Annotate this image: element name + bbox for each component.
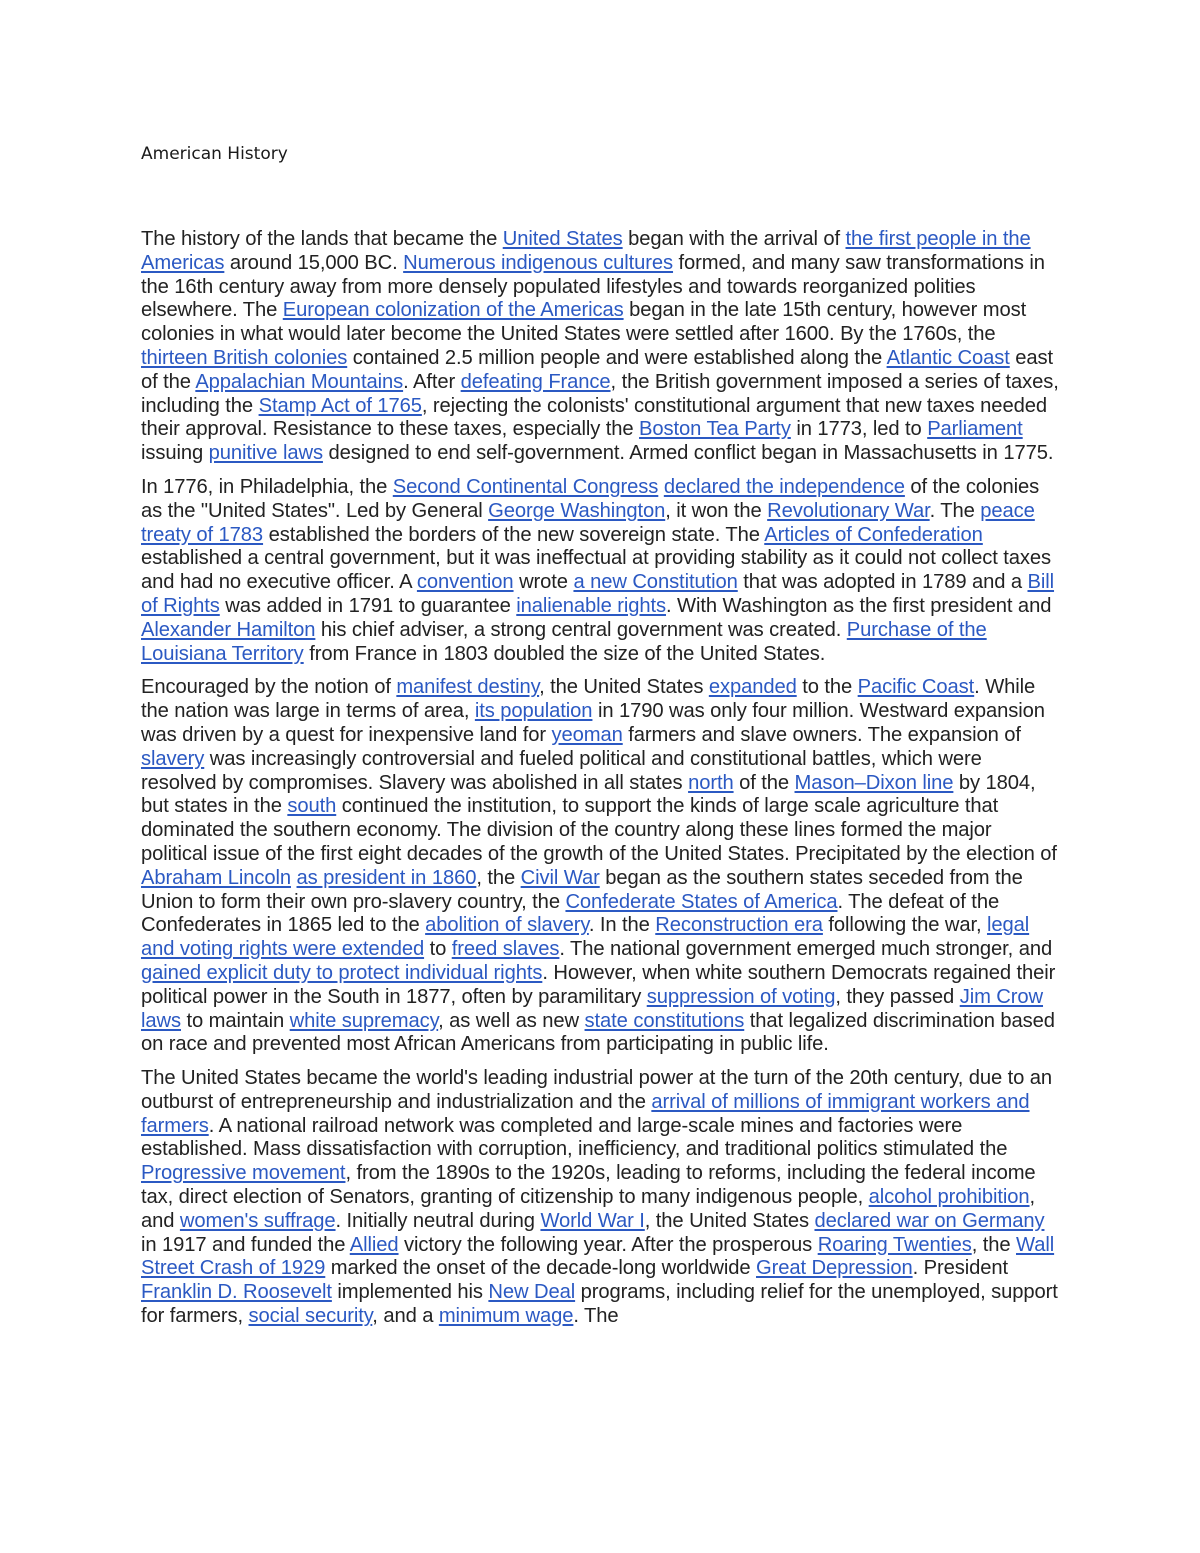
text-run: . A national railroad network was completed and large-scale mines and factories were established. Mass dissatisfaction with corruption, inefficiency, and traditional politics stimulated the bbox=[141, 1114, 1008, 1161]
text-run: that legalized discrimination based on race and prevented most African Americans from participating in public life. bbox=[141, 1009, 1055, 1056]
text-run: from France in 1803 doubled the size of the United States. bbox=[303, 642, 826, 665]
text-run: . With Washington as the first president and bbox=[665, 594, 1052, 617]
hyperlink[interactable]: legal and voting rights were extended bbox=[141, 914, 1030, 961]
text-run: . In the bbox=[588, 914, 656, 937]
text-run: , they passed bbox=[835, 985, 960, 1008]
hyperlink[interactable]: Jim Crow laws bbox=[141, 985, 1044, 1032]
hyperlink[interactable]: Civil War bbox=[520, 866, 600, 889]
text-run: In 1776, in Philadelphia, the bbox=[141, 475, 393, 498]
hyperlink[interactable]: defeating France bbox=[460, 370, 611, 393]
text-run: began with the arrival of bbox=[622, 228, 846, 250]
text-run: in 1917 and funded the bbox=[141, 1233, 350, 1256]
hyperlink[interactable]: Abraham Lincoln bbox=[141, 866, 291, 889]
text-run: of the colonies as the "United States". Led by General bbox=[141, 475, 1040, 522]
hyperlink[interactable]: Great Depression bbox=[756, 1257, 913, 1280]
text-run: established a central government, but it was ineffectual at providing stability as it could not collect taxes and had no executive officer. A bbox=[141, 547, 1052, 594]
text-run: formed, and many saw transformations in the 16th century away from more densely populated lifestyles and towards reorganized polities elsewhere. The bbox=[141, 251, 1045, 322]
hyperlink[interactable]: declared war on Germany bbox=[814, 1209, 1045, 1232]
text-run: around 15,000 BC. bbox=[224, 251, 404, 274]
text-run: by 1804, but states in the bbox=[141, 771, 1036, 818]
text-run: programs, including relief for the unemployed, support for farmers, bbox=[141, 1281, 1058, 1328]
text-run: The United States became the world's leading industrial power at the turn of the 20th century, due to an outburst of entrepreneurship and industrialization and the bbox=[141, 1067, 1053, 1113]
hyperlink[interactable]: declared the independence bbox=[663, 475, 905, 498]
text-run: was added in 1791 to guarantee bbox=[219, 594, 517, 617]
hyperlink[interactable]: inalienable rights bbox=[516, 594, 666, 617]
text-run: to bbox=[424, 938, 452, 961]
hyperlink[interactable]: Wall Street Crash of 1929 bbox=[141, 1233, 1055, 1280]
paragraph bbox=[141, 1067, 1061, 1329]
hyperlink[interactable]: Appalachian Mountains bbox=[195, 370, 404, 393]
hyperlink[interactable]: Alexander Hamilton bbox=[141, 618, 316, 641]
text-run: began as the southern states seceded from the Union to form their own pro-slavery country, the bbox=[141, 866, 1023, 913]
hyperlink[interactable]: Allied bbox=[349, 1233, 399, 1256]
hyperlink[interactable]: freed slaves bbox=[451, 938, 560, 961]
hyperlink[interactable]: social security bbox=[248, 1305, 373, 1328]
hyperlink[interactable]: slavery bbox=[141, 747, 205, 770]
hyperlink[interactable]: punitive laws bbox=[208, 442, 323, 465]
text-run: established the borders of the new sovereign state. The bbox=[263, 523, 765, 546]
hyperlink[interactable]: thirteen British colonies bbox=[141, 346, 348, 369]
hyperlink[interactable]: white supremacy bbox=[289, 1009, 439, 1032]
text-run: farmers and slave owners. The expansion of bbox=[622, 723, 1021, 746]
hyperlink[interactable]: Bill of Rights bbox=[141, 571, 1055, 617]
text-run: marked the onset of the decade-long worldwide bbox=[325, 1257, 756, 1280]
hyperlink[interactable]: its population bbox=[474, 700, 593, 723]
hyperlink[interactable]: Confederate States of America bbox=[565, 890, 838, 913]
hyperlink[interactable]: Franklin D. Roosevelt bbox=[141, 1281, 332, 1304]
text-run: , it won the bbox=[665, 499, 768, 522]
hyperlink[interactable]: alcohol prohibition bbox=[868, 1186, 1030, 1209]
text-run: , rejecting the colonists' constitutional argument that new taxes needed their approval. Resistance to these taxes, especially the bbox=[141, 394, 1047, 441]
hyperlink[interactable]: Purchase of the Louisiana Territory bbox=[141, 618, 987, 665]
hyperlink[interactable]: Mason–Dixon line bbox=[794, 771, 954, 794]
text-run: , the bbox=[971, 1233, 1016, 1256]
text-run: wrote bbox=[513, 571, 574, 594]
hyperlink[interactable]: Pacific Coast bbox=[857, 676, 975, 699]
hyperlink[interactable]: Boston Tea Party bbox=[639, 418, 791, 441]
hyperlink[interactable]: gained explicit duty to protect individual rights bbox=[141, 961, 543, 984]
hyperlink[interactable]: the first people in the Americas bbox=[141, 228, 1031, 274]
hyperlink[interactable]: state constitutions bbox=[584, 1009, 745, 1032]
text-run: , the United States bbox=[539, 676, 709, 699]
hyperlink[interactable]: Revolutionary War bbox=[767, 499, 930, 522]
document-title: American History bbox=[141, 144, 288, 164]
text-run: continued the institution, to support the kinds of large scale agriculture that dominated the southern economy. The division of the country along these lines formed the major political issue of the first eight decades of the growth of the United States. Precipitated by the election of bbox=[141, 795, 1057, 865]
text-run: , from the 1890s to the 1920s, leading to reforms, including the federal income tax, direct election of Senators, granting of citizenship to many indigenous people, bbox=[141, 1162, 1036, 1209]
hyperlink[interactable]: Articles of Confederation bbox=[764, 523, 983, 546]
hyperlink[interactable]: expanded bbox=[708, 676, 797, 699]
text-run: . The defeat of the Confederates in 1865 led to the bbox=[141, 890, 1000, 937]
text-run: following the war, bbox=[822, 914, 987, 937]
hyperlink[interactable]: Stamp Act of 1765 bbox=[258, 394, 422, 417]
hyperlink[interactable]: George Washington bbox=[488, 499, 666, 522]
text-run: . While the nation was large in terms of area, bbox=[141, 676, 1036, 723]
hyperlink[interactable]: Atlantic Coast bbox=[886, 346, 1010, 369]
paragraph bbox=[141, 676, 1061, 1057]
text-run: Encouraged by the notion of bbox=[141, 676, 397, 699]
text-run: . President bbox=[912, 1257, 1009, 1280]
text-run: east of the bbox=[141, 346, 1054, 393]
hyperlink[interactable]: Progressive movement bbox=[141, 1162, 346, 1185]
text-run: in 1790 was only four million. Westward expansion was driven by a quest for inexpensive land for bbox=[141, 700, 1045, 746]
text-run: to the bbox=[796, 676, 858, 699]
text-run: designed to end self-government. Armed conflict began in Massachusetts in 1775. bbox=[322, 442, 1054, 465]
hyperlink[interactable]: south bbox=[287, 795, 337, 818]
text-run: . The national government emerged much stronger, and bbox=[559, 938, 1053, 961]
hyperlink[interactable]: Roaring Twenties bbox=[817, 1233, 972, 1256]
hyperlink[interactable]: World War I bbox=[540, 1209, 645, 1232]
hyperlink[interactable]: north bbox=[688, 771, 734, 794]
text-run: . After bbox=[403, 370, 461, 393]
hyperlink[interactable]: Numerous indigenous cultures bbox=[403, 251, 674, 274]
paragraph bbox=[141, 228, 1061, 466]
hyperlink[interactable]: arrival of millions of immigrant workers and farmers bbox=[141, 1090, 1030, 1137]
hyperlink[interactable]: a new Constitution bbox=[573, 571, 738, 594]
hyperlink[interactable]: as president in 1860 bbox=[296, 866, 477, 889]
text-run: , as well as new bbox=[438, 1009, 585, 1032]
text-run: his chief adviser, a strong central government was created. bbox=[315, 618, 847, 641]
hyperlink[interactable]: Second Continental Congress bbox=[392, 475, 659, 498]
hyperlink[interactable]: convention bbox=[416, 571, 514, 594]
text-run: victory the following year. After the prosperous bbox=[398, 1233, 818, 1256]
hyperlink[interactable]: Reconstruction era bbox=[655, 914, 823, 937]
hyperlink[interactable]: women's suffrage bbox=[179, 1209, 336, 1232]
hyperlink[interactable]: minimum wage bbox=[438, 1305, 574, 1328]
text-run: issuing bbox=[141, 442, 209, 465]
hyperlink[interactable]: Parliament bbox=[927, 418, 1023, 441]
hyperlink[interactable]: European colonization of the Americas bbox=[282, 299, 624, 322]
text-run: , the bbox=[476, 866, 521, 889]
text-run: , the British government imposed a series of taxes, including the bbox=[141, 370, 1059, 417]
paragraph bbox=[141, 476, 1061, 666]
text-run: implemented his bbox=[331, 1281, 489, 1304]
text-run: , and bbox=[141, 1186, 1036, 1232]
text-run: , and a bbox=[372, 1305, 439, 1328]
text-run: in 1773, led to bbox=[790, 418, 928, 441]
text-run: began in the late 15th century, however most colonies in what would later become the United States were settled after 1600. By the 1760s, the bbox=[141, 299, 1027, 346]
hyperlink[interactable]: United States bbox=[502, 228, 623, 250]
text-run: contained 2.5 million people and were established along the bbox=[347, 346, 887, 369]
hyperlink[interactable]: manifest destiny bbox=[396, 676, 540, 699]
text-run: . The bbox=[573, 1305, 619, 1328]
hyperlink[interactable]: abolition of slavery bbox=[425, 914, 589, 937]
text-run: , the United States bbox=[644, 1209, 815, 1232]
text-run: . The bbox=[929, 499, 981, 522]
text-run: The history of the lands that became the bbox=[141, 228, 503, 250]
hyperlink[interactable]: New Deal bbox=[488, 1281, 576, 1304]
hyperlink[interactable]: yeoman bbox=[551, 723, 623, 746]
document-body bbox=[141, 228, 1061, 1339]
text-run: . Initially neutral during bbox=[335, 1209, 541, 1232]
text-run: . However, when white southern Democrats regained their political power in the South in 1877, often by paramilitary bbox=[141, 961, 1056, 1008]
hyperlink[interactable]: peace treaty of 1783 bbox=[141, 499, 1035, 546]
text-run: that was adopted in 1789 and a bbox=[737, 571, 1028, 594]
text-run: of the bbox=[733, 771, 795, 794]
text-run: was increasingly controversial and fueled political and constitutional battles, which were resolved by compromises. Slavery was abolished in all states bbox=[141, 747, 982, 794]
text-run: to maintain bbox=[181, 1009, 290, 1032]
hyperlink[interactable]: suppression of voting bbox=[646, 985, 836, 1008]
